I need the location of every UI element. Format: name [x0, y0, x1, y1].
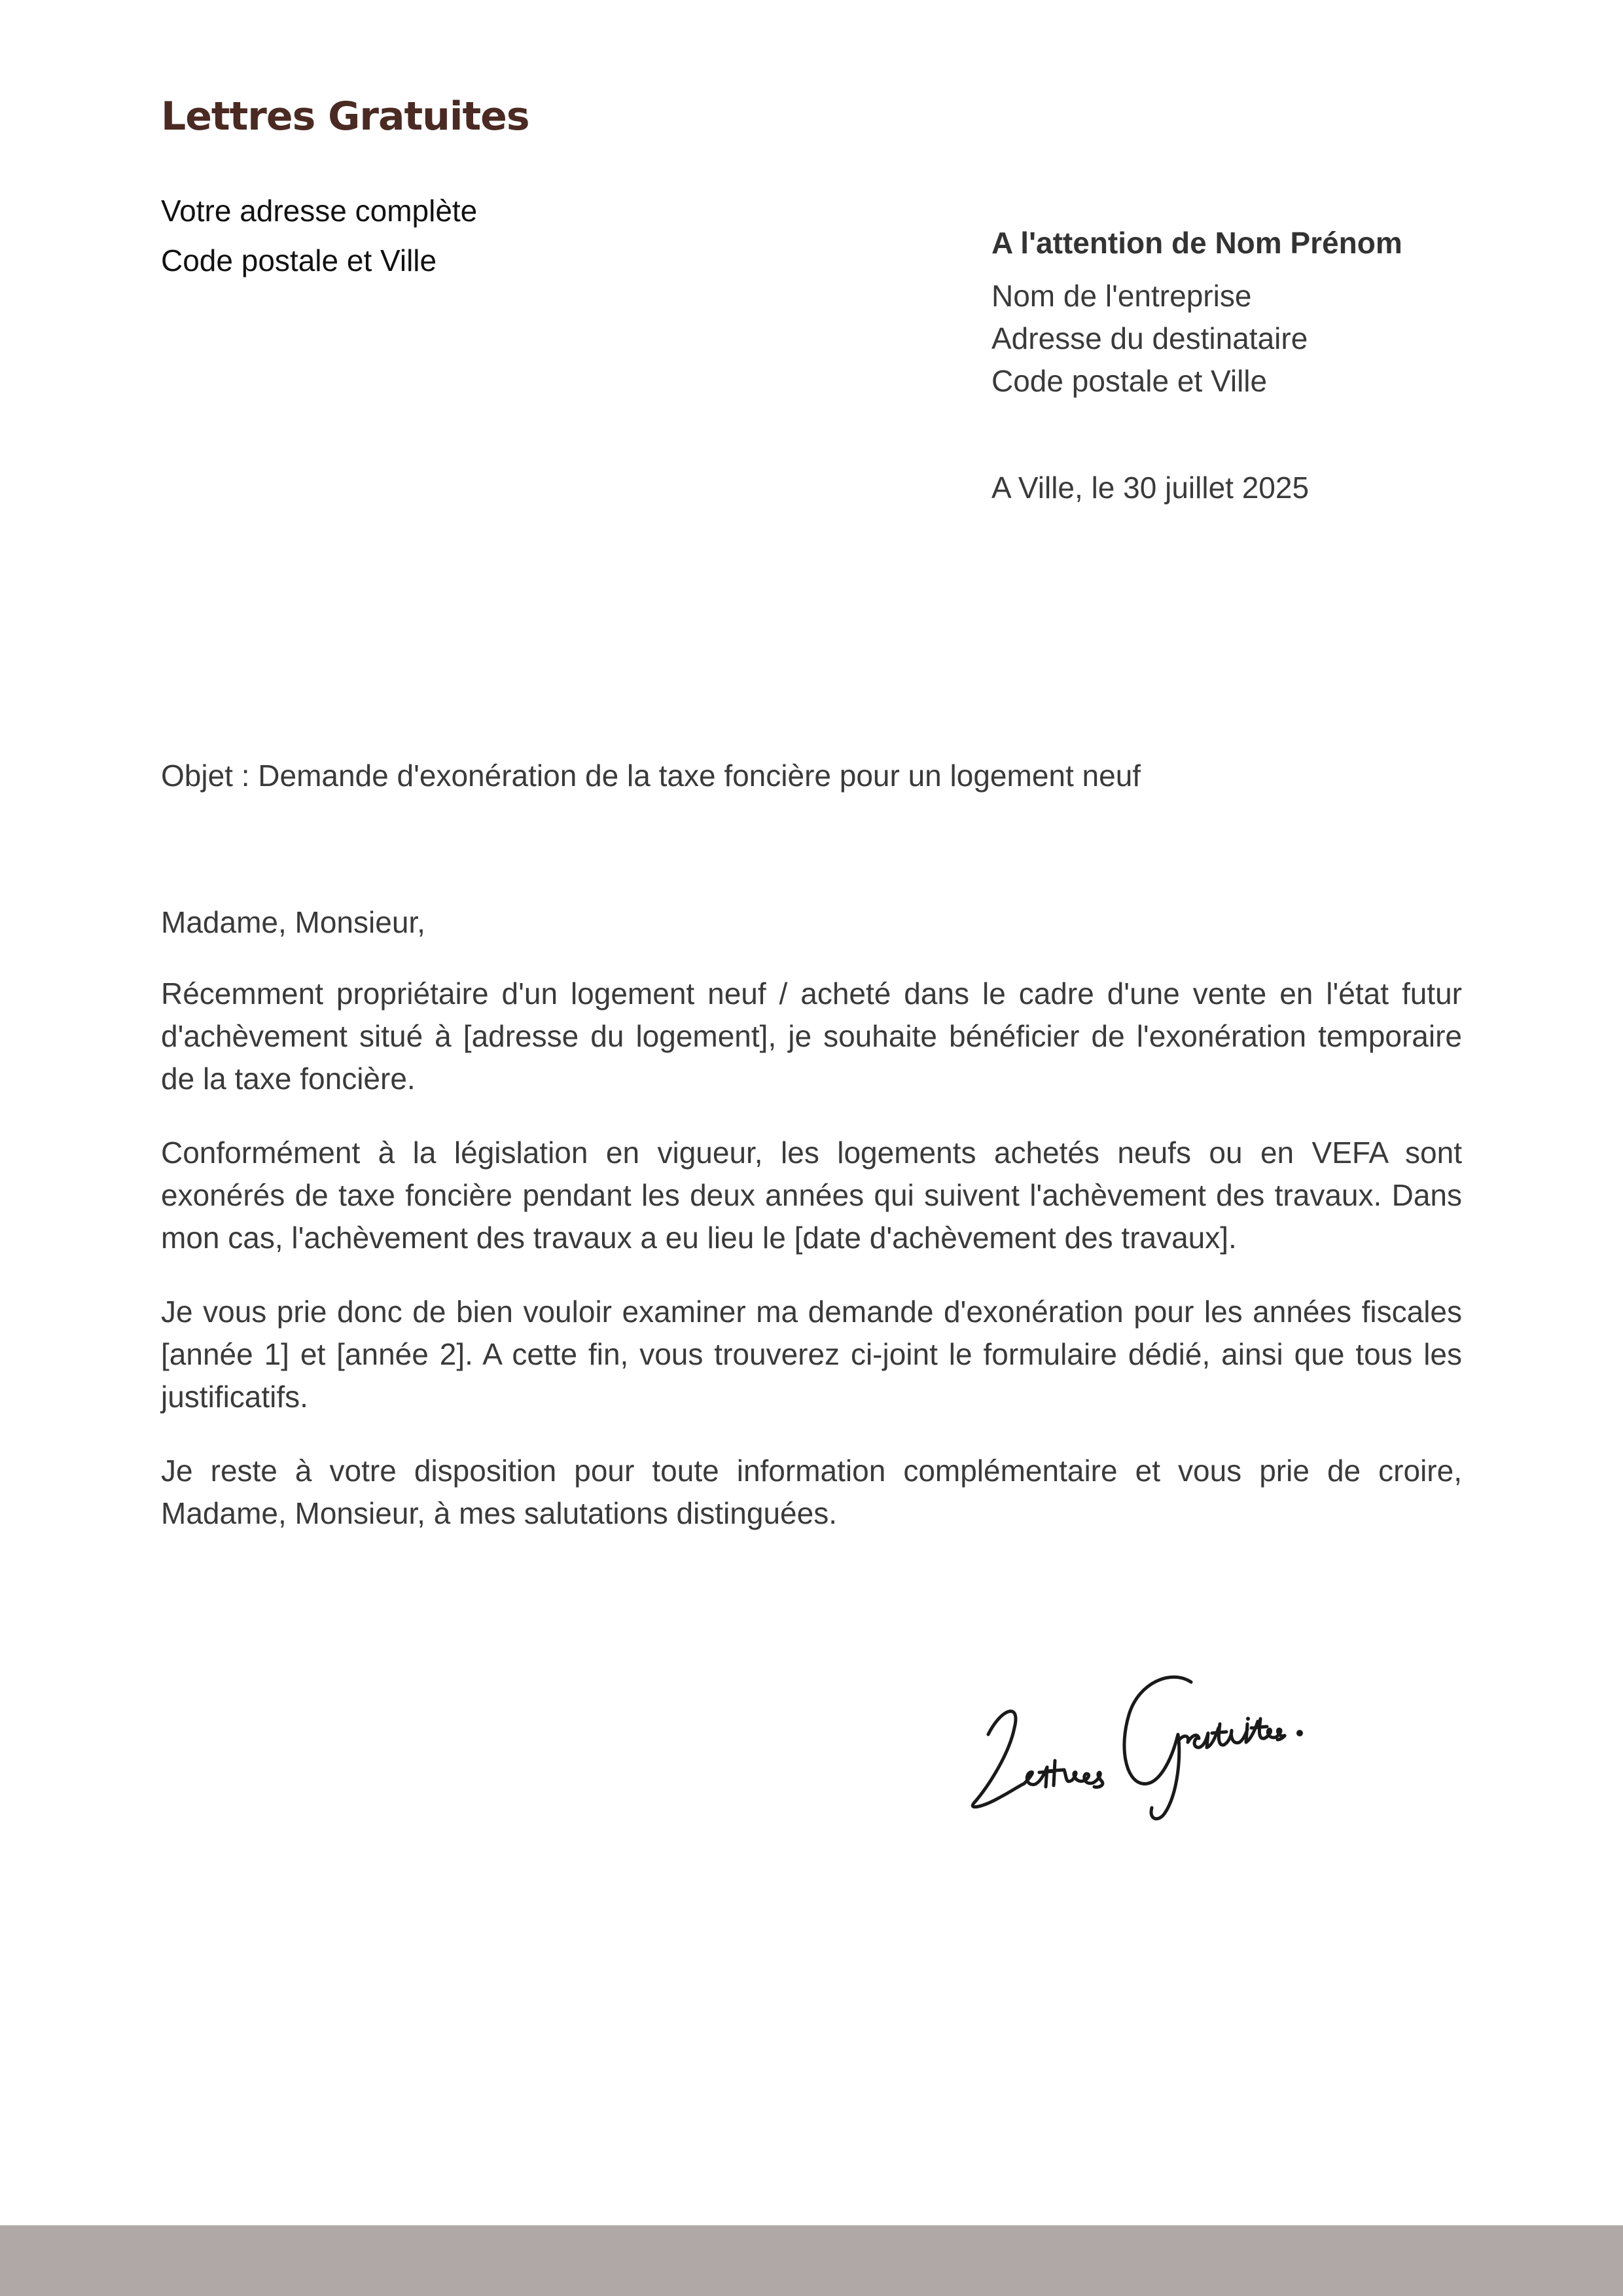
- date-line: A Ville, le 30 juillet 2025: [991, 471, 1310, 505]
- recipient-attention: A l'attention de Nom Prénom: [991, 226, 1402, 260]
- letter-paragraph: Récemment propriétaire d'un logement neuf / acheté dans le cadre d'une vente en l'état futur d'achèvement situé à [adresse du logement], je souhaite bénéficier de l'exonération temporaire de la taxe foncière.: [161, 977, 1462, 1096]
- brand-title: Lettres Gratuites: [161, 94, 529, 139]
- sender-address-block: [161, 186, 477, 285]
- recipient-city: Code postale et Ville: [991, 364, 1268, 398]
- recipient-address: Adresse du destinataire: [991, 321, 1308, 355]
- letter-subject: Objet : Demande d'exonération de la taxe foncière pour un logement neuf: [161, 759, 1141, 793]
- letter-paragraph: Je reste à votre disposition pour toute information complémentaire et vous prie de croire, Madame, Monsieur, à mes salutations distinguées.: [161, 1454, 1462, 1530]
- sender-address-line: Votre adresse complète: [161, 194, 478, 228]
- recipient-company: Nom de l'entreprise: [991, 279, 1252, 313]
- letter-paragraph: Conformément à la législation en vigueur, les logements achetés neufs ou en VEFA sont exonérés de taxe foncière pendant les deux années qui suivent l'achèvement des travaux. Dans mon cas, l'achèvement des travaux a eu lieu le [date d'achèvement des travaux].: [161, 1136, 1462, 1255]
- recipient-block: [991, 220, 1402, 403]
- handwritten-signature: [962, 1656, 1355, 1826]
- letter-paragraph: Je vous prie donc de bien vouloir examiner ma demande d'exonération pour les années fiscales [année 1] et [année 2]. A cette fin, vous trouverez ci-joint le formulaire dédié, ainsi que tous les justificatifs.: [161, 1295, 1462, 1414]
- footer-band: [0, 2225, 1623, 2296]
- sender-city-line: Code postale et Ville: [161, 243, 437, 278]
- letter-body: [161, 901, 1462, 1566]
- letter-salutation: Madame, Monsieur,: [161, 905, 425, 939]
